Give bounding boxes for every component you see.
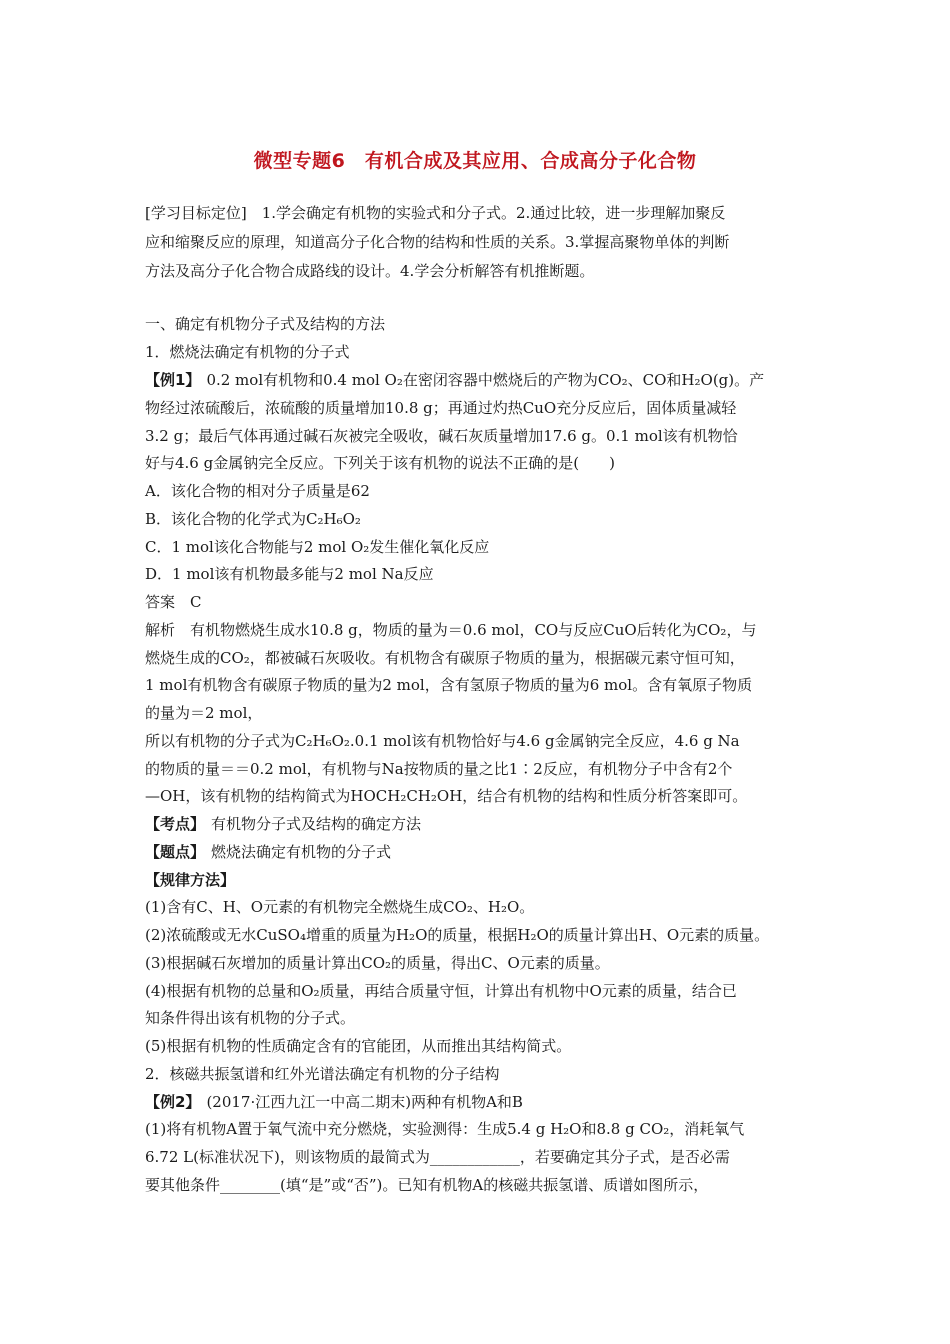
example-2-tag: 【例2】 xyxy=(145,1093,201,1111)
objectives-line-2: 应和缩聚反应的原理，知道高分子化合物的结构和性质的关系。3.掌握高聚物单体的判断 xyxy=(145,233,730,251)
method-heading: 【规律方法】 xyxy=(145,871,236,889)
analysis-line-2: 燃烧生成的CO₂，都被碱石灰吸收。有机物含有碳原子物质的量为，根据碳元素守恒可知， xyxy=(145,649,745,667)
example-2-line-4: 要其他条件________(填“是”或“否”)。已知有机物A的核磁共振氢谱、质谱如图所示， xyxy=(145,1176,709,1194)
kaodian-text: 有机物分子式及结构的确定方法 xyxy=(211,815,422,833)
example-2-line-2: (1)将有机物A置于氧气流中充分燃烧，实验测得：生成5.4 g H₂O和8.8 g CO₂，消耗氧气 xyxy=(145,1120,745,1138)
answer: 答案 C xyxy=(145,593,202,611)
objectives-line-1: [学习目标定位] 1.学会确定有机物的实验式和分子式。2.通过比较，进一步理解加聚反 xyxy=(145,204,726,222)
example-1-tag: 【例1】 xyxy=(145,371,201,389)
objectives-line-3: 方法及高分子化合物合成路线的设计。4.学会分析解答有机推断题。 xyxy=(145,262,595,280)
section-heading-1: 一、确定有机物分子式及结构的方法 xyxy=(145,315,386,333)
method-item-3: (3)根据碱石灰增加的质量计算出CO₂的质量，得出C、O元素的质量。 xyxy=(145,954,610,972)
option-b: B．该化合物的化学式为C₂H₆O₂ xyxy=(145,510,361,528)
analysis-line-4: 的量为＝2 mol， xyxy=(145,704,263,722)
analysis-line-3: 1 mol有机物含有碳原子物质的量为2 mol，含有氢原子物质的量为6 mol。含有氧原子物质 xyxy=(145,676,753,694)
example-1-line-3: 3.2 g；最后气体再通过碱石灰被完全吸收，碱石灰质量增加17.6 g。0.1 mol该有机物恰 xyxy=(145,427,738,445)
tidian-text: 燃烧法确定有机物的分子式 xyxy=(211,843,392,861)
page-title: 微型专题6 有机合成及其应用、合成高分子化合物 xyxy=(253,150,697,172)
example-2-text-1: (2017·江西九江一中高二期末)两种有机物A和B xyxy=(206,1093,523,1111)
example-1-text-1: 0.2 mol有机物和0.4 mol O₂在密闭容器中燃烧后的产物为CO₂、CO和H₂O(g)。产 xyxy=(206,371,765,389)
method-item-5: (5)根据有机物的性质确定含有的官能团，从而推出其结构简式。 xyxy=(145,1037,572,1055)
option-c: C．1 mol该化合物能与2 mol O₂发生催化氧化反应 xyxy=(145,538,490,556)
example-1-line-4: 好与4.6 g金属钠完全反应。下列关于该有机物的说法不正确的是( ) xyxy=(145,454,615,472)
example-1-line-2: 物经过浓硫酸后，浓硫酸的质量增加10.8 g；再通过灼热CuO充分反应后，固体质量减轻 xyxy=(145,399,737,417)
kaodian-tag: 【考点】 xyxy=(145,815,206,833)
analysis-line-5: 所以有机物的分子式为C₂H₆O₂.0.1 mol该有机物恰好与4.6 g金属钠完全反应，4.6 g Na xyxy=(145,732,740,750)
example-2-line-3: 6.72 L(标准状况下)，则该物质的最简式为____________，若要确定其分子式，是否必需 xyxy=(145,1148,730,1166)
analysis-line-7: —OH，该有机物的结构简式为HOCH₂CH₂OH，结合有机物的结构和性质分析答案即可。 xyxy=(145,787,748,805)
option-d: D．1 mol该有机物最多能与2 mol Na反应 xyxy=(145,565,434,583)
method-item-2: (2)浓硫酸或无水CuSO₄增重的质量为H₂O的质量，根据H₂O的质量计算出H、O元素的质量。 xyxy=(145,926,770,944)
method-item-4: (4)根据有机物的总量和O₂质量，再结合质量守恒，计算出有机物中O元素的质量，结合已 xyxy=(145,982,737,1000)
analysis-line-1: 解析 有机物燃烧生成水10.8 g，物质的量为＝0.6 mol，CO与反应CuO后转化为CO₂，与 xyxy=(145,621,757,639)
analysis-line-6: 的物质的量＝＝0.2 mol，有机物与Na按物质的量之比1∶2反应，有机物分子中含有2个 xyxy=(145,760,733,778)
tidian-line xyxy=(145,842,815,862)
tidian-tag: 【题点】 xyxy=(145,843,206,861)
subsection-heading-2: 2．核磁共振氢谱和红外光谱法确定有机物的分子结构 xyxy=(145,1065,500,1083)
kaodian-line xyxy=(145,814,815,834)
method-item-4-cont: 知条件得出该有机物的分子式。 xyxy=(145,1009,356,1027)
subsection-heading-1: 1．燃烧法确定有机物的分子式 xyxy=(145,343,350,361)
method-item-1: (1)含有C、H、O元素的有机物完全燃烧生成CO₂、H₂O。 xyxy=(145,898,535,916)
option-a: A．该化合物的相对分子质量是62 xyxy=(145,482,370,500)
example-1-line-1 xyxy=(145,370,815,390)
example-2-line-1 xyxy=(145,1092,815,1112)
